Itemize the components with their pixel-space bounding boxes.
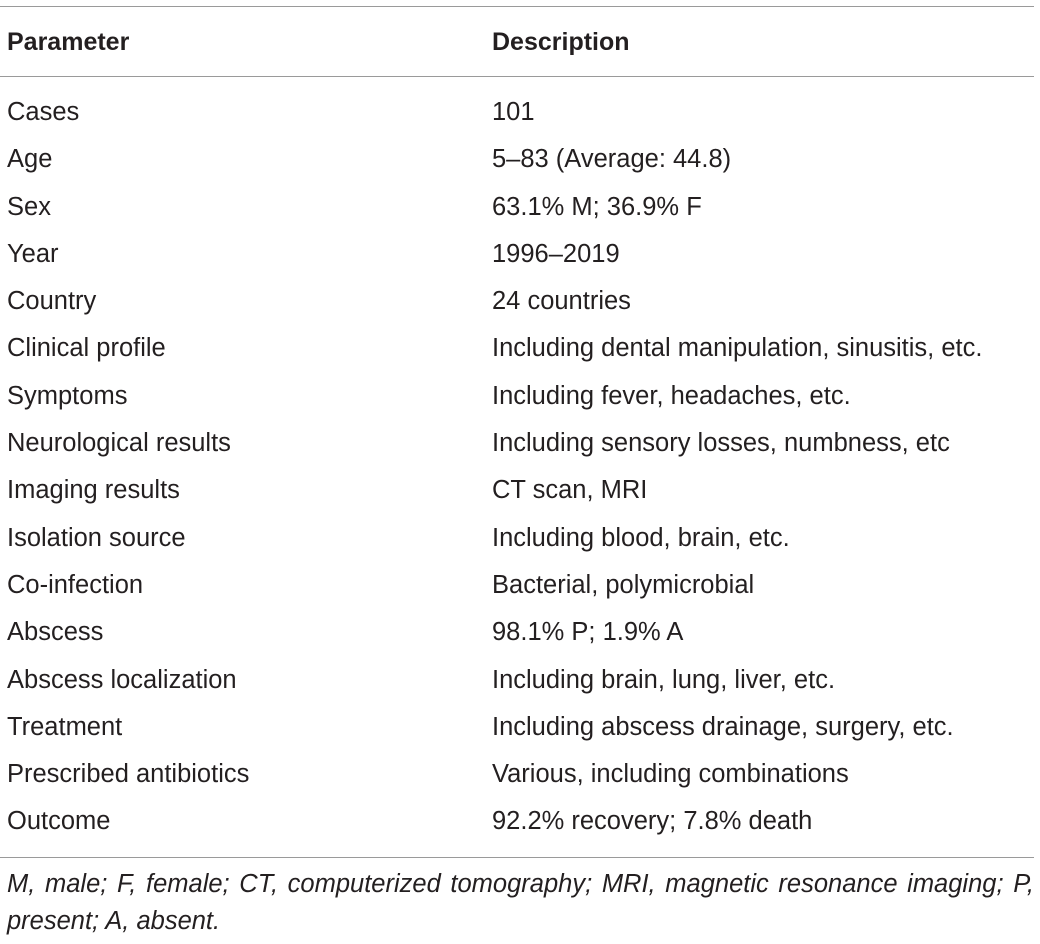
table-row bbox=[0, 657, 1034, 704]
description-cell: 5–83 (Average: 44.8) bbox=[492, 145, 732, 174]
table-row bbox=[0, 515, 1034, 562]
parameter-cell: Isolation source bbox=[7, 523, 186, 552]
parameter-cell: Neurological results bbox=[7, 429, 231, 458]
parameter-cell: Outcome bbox=[7, 807, 111, 836]
parameter-cell: Clinical profile bbox=[7, 334, 166, 363]
table-row bbox=[0, 467, 1034, 514]
parameter-cell: Treatment bbox=[7, 712, 123, 741]
description-cell: 101 bbox=[492, 98, 535, 126]
table-row bbox=[0, 751, 1034, 798]
parameter-cell: Prescribed antibiotics bbox=[7, 760, 250, 789]
table-body bbox=[0, 89, 1034, 846]
table-row bbox=[0, 798, 1034, 845]
table-row bbox=[0, 420, 1034, 467]
description-cell: 92.2% recovery; 7.8% death bbox=[492, 807, 813, 836]
description-cell: 24 countries bbox=[492, 287, 631, 316]
description-cell: Including blood, brain, etc. bbox=[492, 523, 790, 552]
parameter-cell: Year bbox=[7, 239, 59, 268]
description-cell: 1996–2019 bbox=[492, 239, 620, 268]
parameter-cell: Symptoms bbox=[7, 381, 128, 410]
table-row bbox=[0, 231, 1034, 278]
description-cell: 98.1% P; 1.9% A bbox=[492, 618, 684, 647]
table-row bbox=[0, 325, 1034, 372]
parameter-cell: Abscess localization bbox=[7, 665, 237, 694]
table-row bbox=[0, 278, 1034, 325]
parameter-cell: Cases bbox=[7, 98, 80, 126]
description-cell: 63.1% M; 36.9% F bbox=[492, 192, 702, 221]
description-cell: Various, including combinations bbox=[492, 760, 849, 789]
column-header-description: Description bbox=[492, 28, 630, 56]
table-bottom-rule bbox=[0, 857, 1034, 858]
column-header-parameter: Parameter bbox=[7, 28, 130, 56]
parameter-cell: Imaging results bbox=[7, 476, 180, 505]
description-cell: Including sensory losses, numbness, etc bbox=[492, 429, 950, 458]
description-cell: CT scan, MRI bbox=[492, 476, 648, 505]
table-row bbox=[0, 562, 1034, 609]
table-row bbox=[0, 373, 1034, 420]
table-row bbox=[0, 136, 1034, 183]
parameter-cell: Country bbox=[7, 287, 97, 316]
table-row bbox=[0, 89, 1034, 136]
parameter-cell: Age bbox=[7, 145, 53, 174]
table-row bbox=[0, 704, 1034, 751]
table-header-rule bbox=[0, 76, 1034, 77]
description-cell: Including abscess drainage, surgery, etc. bbox=[492, 712, 954, 741]
description-cell: Including dental manipulation, sinusitis, etc. bbox=[492, 334, 983, 363]
table-header-row bbox=[0, 22, 1034, 62]
parameter-cell: Co-infection bbox=[7, 570, 144, 599]
table-row bbox=[0, 184, 1034, 231]
parameter-cell: Sex bbox=[7, 192, 51, 221]
table-footnote: M, male; F, female; CT, computerized tomography; MRI, magnetic resonance imaging; P, present; A, absent. bbox=[7, 870, 1034, 935]
description-cell: Including fever, headaches, etc. bbox=[492, 381, 851, 410]
table-top-rule bbox=[0, 6, 1034, 7]
table-row bbox=[0, 609, 1034, 656]
parameter-cell: Abscess bbox=[7, 618, 104, 647]
description-cell: Including brain, lung, liver, etc. bbox=[492, 665, 836, 694]
description-cell: Bacterial, polymicrobial bbox=[492, 570, 755, 599]
